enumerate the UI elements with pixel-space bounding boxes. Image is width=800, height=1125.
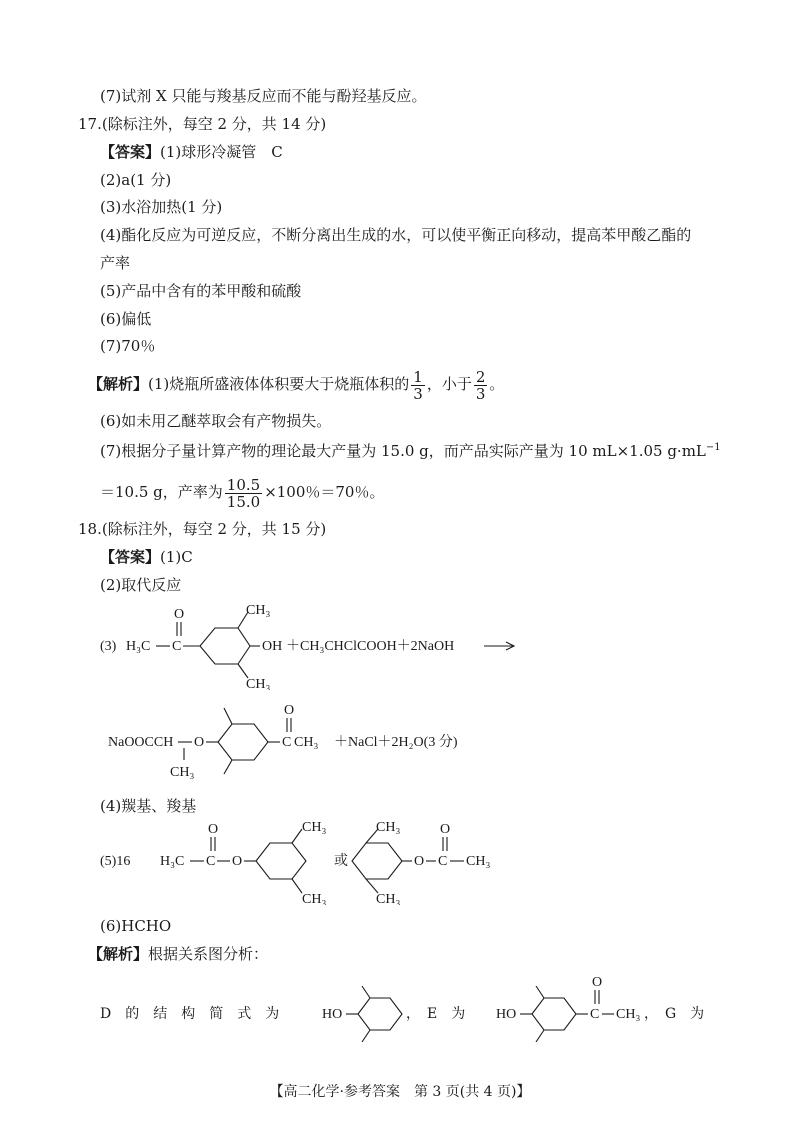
benzene-ring bbox=[218, 724, 268, 760]
fraction-two-thirds: $\frac{2}{3}$ bbox=[475, 367, 486, 403]
q18-header: 18.(除标注外，每空 2 分，共 15 分) bbox=[78, 520, 327, 538]
page-footer: 【高二化学·参考答案 第 3 页(共 4 页)】 bbox=[269, 1084, 531, 1100]
d-structure-label: D 的 结 构 简 式 为 bbox=[100, 1006, 280, 1022]
ch3-tail-2: CH₃ bbox=[466, 854, 491, 869]
q16-item7: (7)试剂 X 只能与羧基反应而不能与酚羟基反应。 bbox=[100, 87, 427, 105]
e-label: ， E 为 bbox=[406, 1006, 466, 1022]
q18-answer2: (2)取代反应 bbox=[100, 576, 182, 594]
ho-label-d: HO bbox=[322, 1007, 343, 1022]
isomer-structures bbox=[100, 815, 520, 905]
q18-analysis: 【解析】根据关系图分析： bbox=[88, 945, 269, 963]
q18-answer1: 【答案】(1)C bbox=[100, 548, 193, 566]
ch3-e: CH₃ bbox=[616, 1007, 641, 1022]
oh-group: OH bbox=[262, 639, 283, 654]
ch3-branch: CH₃ bbox=[170, 765, 195, 780]
carbonyl-o-e: O bbox=[592, 975, 603, 990]
ch3-top-2: CH₃ bbox=[376, 820, 401, 835]
answer-tag: 【答案】 bbox=[100, 548, 161, 566]
benzene-ring-e bbox=[532, 998, 576, 1030]
ch3-top: CH₃ bbox=[246, 603, 271, 618]
q17-analysis1: 【解析】(1)烧瓶所盛液体体积要大于烧瓶体积的 $\frac{1}{3}$ ，小于 $\frac{2}{3}$ 。 bbox=[88, 367, 505, 403]
ether-o: O bbox=[194, 735, 205, 750]
analysis-tag: 【解析】 bbox=[88, 945, 149, 963]
answer3-label: (3) bbox=[100, 639, 117, 654]
carbonyl-c: C bbox=[172, 639, 182, 654]
q17-answer1: 【答案】(1)球形冷凝管 C bbox=[100, 143, 283, 161]
ch3-tail: CH₃ bbox=[294, 735, 319, 750]
ester-c-2: C bbox=[438, 854, 448, 869]
q17-answer7: (7)70％ bbox=[100, 337, 156, 355]
q17-answer4-line2: 产率 bbox=[100, 254, 131, 272]
ester-o-2: O bbox=[414, 854, 425, 869]
answer5-label: (5)16 bbox=[100, 854, 131, 869]
carbonyl-o: O bbox=[284, 703, 295, 718]
h3c-label: H₃C bbox=[160, 854, 185, 869]
q18-answer6: (6)HCHO bbox=[100, 917, 172, 935]
q17-answer6: (6)偏低 bbox=[100, 310, 152, 328]
q17-answer4-line1: (4)酯化反应为可逆反应，不断分离出生成的水，可以使平衡正向移动，提高苯甲酸乙酯的 bbox=[100, 226, 692, 244]
answer-tag: 【答案】 bbox=[100, 143, 161, 161]
reaction-equation-reactant bbox=[100, 600, 540, 690]
q17-answer2: (2)a(1 分) bbox=[100, 171, 172, 189]
benzene-ring bbox=[256, 843, 306, 879]
byproducts: ＋NaCl＋2H₂O(3 分) bbox=[334, 735, 458, 750]
reagents: ＋CH₃CHClCOOH＋2NaOH bbox=[286, 639, 455, 654]
carbonyl-o: O bbox=[174, 607, 185, 622]
ester-c: C bbox=[206, 854, 216, 869]
structure-line-d-e-g bbox=[100, 972, 740, 1042]
q17-analysis7-line1: (7)根据分子量计算产物的理论最大产量为 15.0 g，而产品实际产量为 10 mL×1.05 $g\cdot mL^{-1}$ bbox=[100, 442, 721, 460]
fraction-one-third: $\frac{1}{3}$ bbox=[413, 367, 423, 403]
ester-carbonyl-o: O bbox=[208, 822, 219, 837]
ch3-bottom: CH₃ bbox=[246, 677, 271, 690]
q18-answer4: (4)羰基、羧基 bbox=[100, 797, 197, 815]
q17-answer3: (3)水浴加热(1 分) bbox=[100, 198, 223, 216]
q17-answer5: (5)产品中含有的苯甲酸和硫酸 bbox=[100, 282, 302, 300]
benzene-ring bbox=[200, 628, 250, 664]
reaction-equation-product bbox=[108, 696, 548, 786]
g-label: ， G 为 bbox=[644, 1006, 705, 1022]
or-label: 或 bbox=[334, 853, 348, 869]
benzene-ring-2 bbox=[352, 843, 402, 879]
carbonyl-c: C bbox=[282, 735, 292, 750]
ho-label-e: HO bbox=[496, 1007, 517, 1022]
q17-header: 17.(除标注外，每空 2 分，共 14 分) bbox=[78, 115, 327, 133]
ch3-bottom-2: CH₃ bbox=[376, 892, 401, 905]
h3c-label: H₃C bbox=[126, 639, 151, 654]
q17-analysis6: (6)如未用乙醚萃取会有产物损失。 bbox=[100, 412, 332, 430]
carbonyl-c-e: C bbox=[590, 1007, 600, 1022]
fraction-yield: $\frac{10.5}{15.0}$ bbox=[226, 475, 261, 511]
q17-analysis7-line2: ＝10.5 g，产率为 $\frac{10.5}{15.0}$ ×100％＝70％。 bbox=[100, 475, 385, 511]
ester-o: O bbox=[232, 854, 243, 869]
ch3-top: CH₃ bbox=[302, 820, 327, 835]
ch3-bottom: CH₃ bbox=[302, 892, 327, 905]
benzene-ring-d bbox=[358, 998, 402, 1030]
naoocch-label: NaOOCCH bbox=[108, 735, 174, 750]
analysis-tag: 【解析】 bbox=[88, 375, 149, 393]
ester-carbonyl-o-2: O bbox=[440, 822, 451, 837]
